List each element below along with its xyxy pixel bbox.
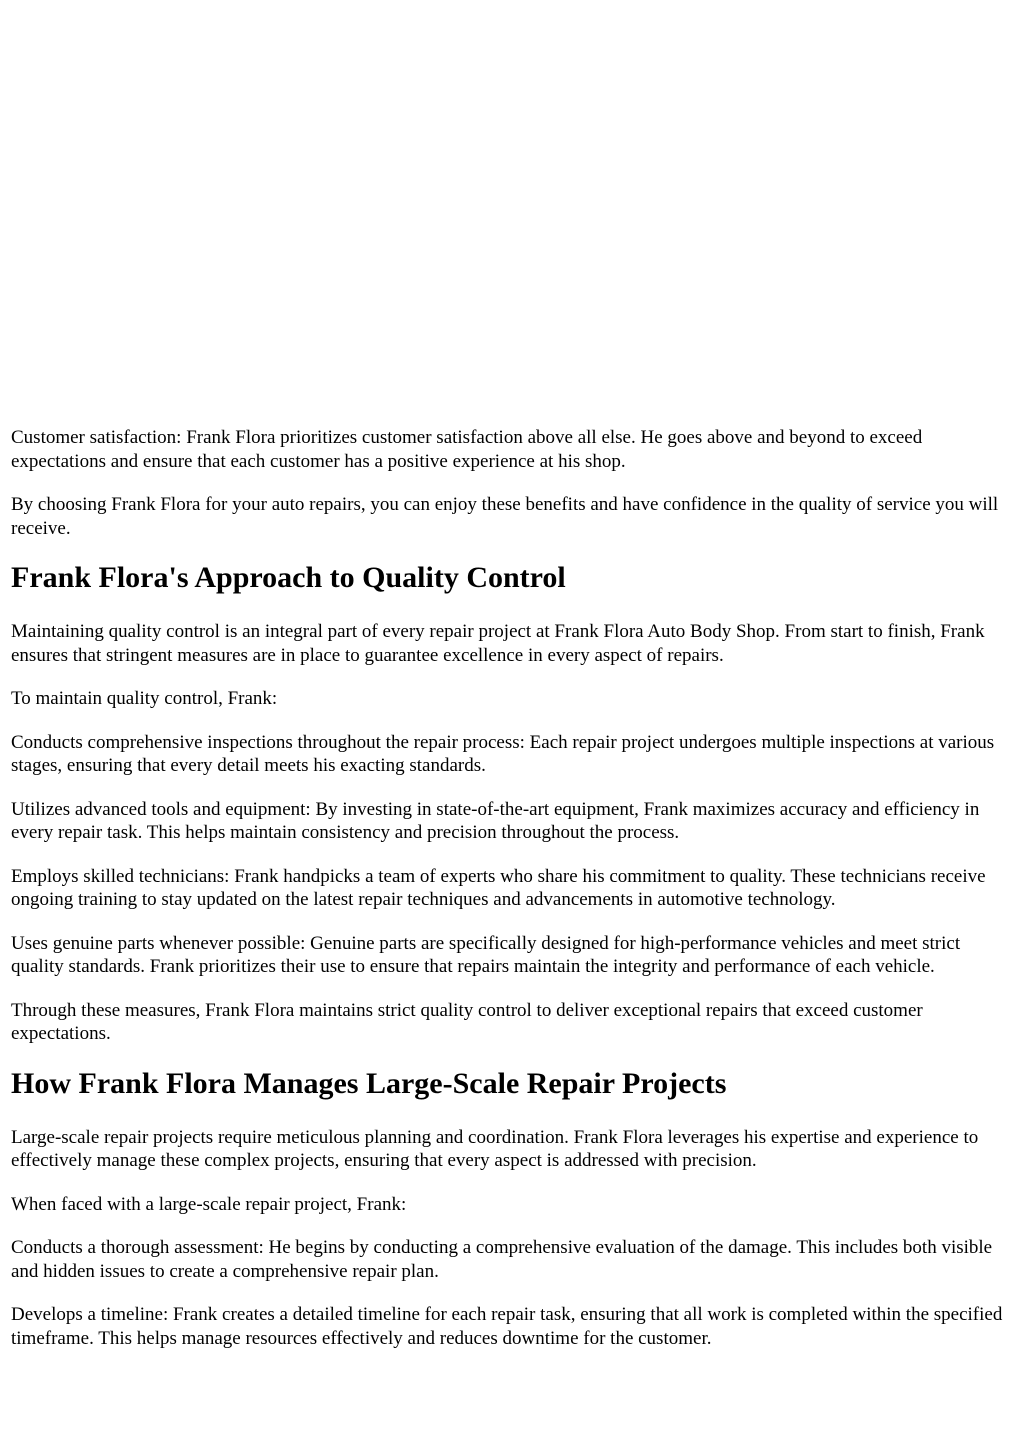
- paragraph: Large-scale repair projects require meticulous planning and coordination. Frank Flora leverages his expertise and experience to effectively manage these complex projects, ensuring that every aspect is addressed with precision.: [11, 1126, 979, 1171]
- paragraph: Through these measures, Frank Flora maintains strict quality control to deliver exceptional repairs that exceed customer expectations.: [11, 999, 923, 1044]
- paragraph: By choosing Frank Flora for your auto repairs, you can enjoy these benefits and have confidence in the quality of service you will receive.: [11, 494, 999, 539]
- paragraph: Maintaining quality control is an integral part of every repair project at Frank Flora Auto Body Shop. From start to finish, Frank ensures that stringent measures are in place to guarantee excellence in every aspect of repairs.: [11, 621, 985, 666]
- paragraph: Conducts comprehensive inspections throughout the repair process: Each repair project undergoes multiple inspections at various stages, ensuring that every detail meets his exacting standards.: [11, 731, 995, 776]
- section-heading-large-scale: How Frank Flora Manages Large-Scale Repair Projects: [11, 1066, 727, 1100]
- paragraph: Conducts a thorough assessment: He begins by conducting a comprehensive evaluation of the damage. This includes both visible and hidden issues to create a comprehensive repair plan.: [11, 1237, 993, 1282]
- paragraph: To maintain quality control, Frank:: [11, 688, 278, 709]
- paragraph: When faced with a large-scale repair project, Frank:: [11, 1193, 407, 1215]
- paragraph: Develops a timeline: Frank creates a detailed timeline for each repair task, ensuring that all work is completed within the specified timeframe. This helps manage resources effectively and reduces downtime for the customer.: [11, 1304, 1003, 1349]
- paragraph: Employs skilled technicians: Frank handpicks a team of experts who share his commitment to quality. These technicians receive ongoing training to stay updated on the latest repair techniques and advancements in automotive technology.: [11, 865, 986, 910]
- paragraph: Utilizes advanced tools and equipment: By investing in state-of-the-art equipment, Frank maximizes accuracy and efficiency in every repair task. This helps maintain consistency and precision throughout the process.: [11, 798, 980, 843]
- section-heading-quality-control: Frank Flora's Approach to Quality Control: [11, 561, 566, 594]
- document-body: [11, 426, 1016, 1370]
- paragraph: Uses genuine parts whenever possible: Genuine parts are specifically designed for high-performance vehicles and meet strict quality standards. Frank prioritizes their use to ensure that repairs maintain the integrity and performance of each vehicle.: [11, 932, 961, 977]
- paragraph: Customer satisfaction: Frank Flora prioritizes customer satisfaction above all else. He goes above and beyond to exceed expectations and ensure that each customer has a positive experience at his shop.: [11, 427, 923, 472]
